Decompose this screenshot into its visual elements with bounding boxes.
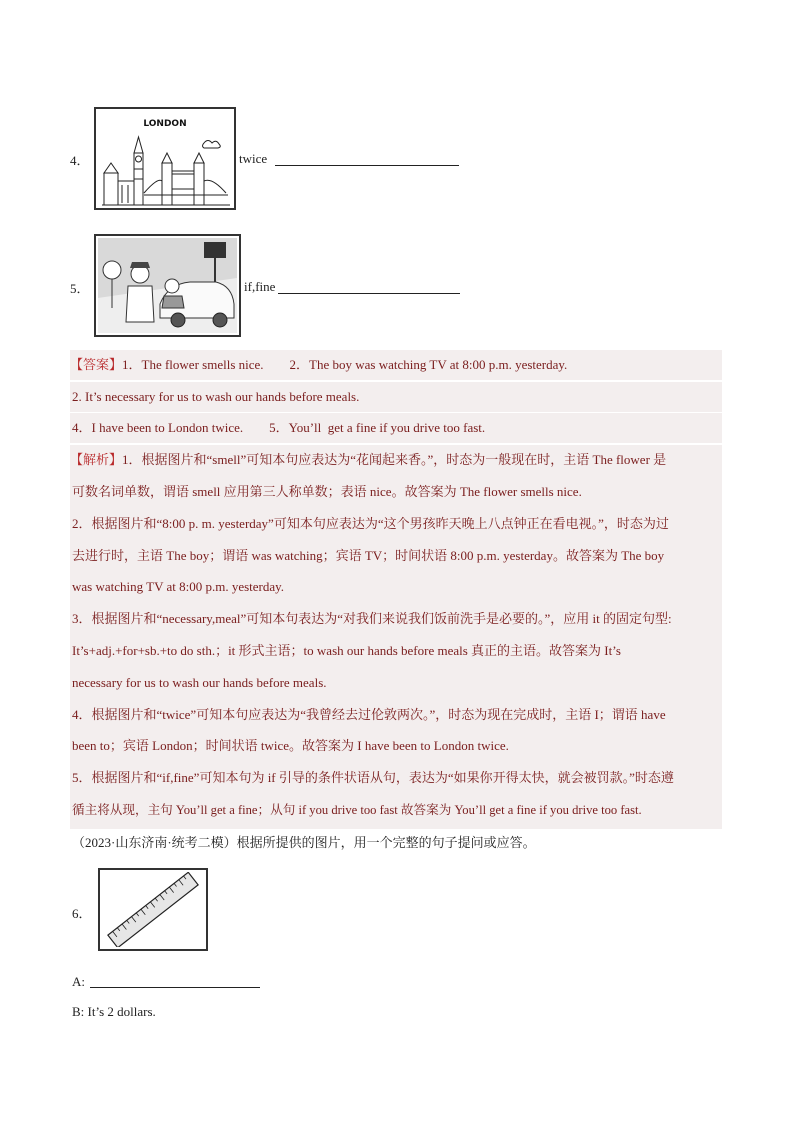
analysis-line-12: 循主将从现，主句 You’ll get a fine；从句 if you drive too fast 故答案为 You’ll get a fine if you drive too fast. bbox=[72, 803, 642, 817]
q5-answer-blank[interactable] bbox=[278, 292, 460, 294]
analysis-line-9: 4．根据图片和“twice”可知本句应表达为“我曾经去过伦敦两次。”，时态为现在完成时，主语 I；谓语 have bbox=[72, 707, 666, 722]
q6-a-answer-blank[interactable] bbox=[90, 986, 260, 988]
analysis-line-3: 2．根据图片和“8:00 p. m. yesterday”可知本句应表达为“这个男孩昨天晚上八点钟正在看电视。”，时态为过 bbox=[72, 516, 669, 531]
analysis-line-5: was watching TV at 8:00 p.m. yesterday. bbox=[72, 579, 285, 594]
ruler-image bbox=[98, 868, 208, 951]
q5-cue: if,fine bbox=[244, 279, 276, 294]
analysis-line-10: been to；宾语 London；时间状语 twice。故答案为 I have been to London twice. bbox=[72, 738, 509, 753]
police-fining-driver-icon bbox=[98, 238, 237, 333]
london-label: LONDON bbox=[143, 119, 187, 129]
analysis-line-1 bbox=[70, 451, 666, 470]
analysis-line-11: 5．根据图片和“if,fine”可知本句为 if 引导的条件状语从句，表达为“如果你开得太快，就会被罚款。”时态遵 bbox=[72, 770, 674, 785]
answer-line-3: 4．I have been to London twice. 5．You’ll get a fine if you drive too fast. bbox=[72, 420, 486, 435]
answer-line-1 bbox=[70, 356, 567, 375]
london-skyline-icon bbox=[100, 133, 232, 207]
section-instruction: （2023·山东济南·统考二模）根据所提供的图片，用一个完整的句子提问或应答。 bbox=[72, 835, 536, 850]
q4-number: 4． bbox=[70, 153, 90, 168]
q4-answer-blank[interactable] bbox=[275, 164, 459, 166]
answer-text-1: 1．The flower smells nice. 2．The boy was watching TV at 8:00 p.m. yesterday. bbox=[122, 357, 568, 372]
analysis-line-2: 可数名词单数，谓语 smell 应用第三人称单数；表语 nice。故答案为 The flower smells nice. bbox=[72, 484, 582, 499]
analysis-line-4: 去进行时，主语 The boy；谓语 was watching；宾语 TV；时间状语 8:00 p.m. yesterday。故答案为 The boy bbox=[72, 548, 665, 563]
london-skyline-image bbox=[94, 107, 236, 210]
q4-cue: twice bbox=[239, 151, 268, 166]
answer-tag: 【答案】 bbox=[70, 358, 123, 373]
q5-number: 5． bbox=[70, 281, 90, 296]
analysis-text-1: 1．根据图片和“smell”可知本句应表达为“花闻起来香。”，时态为一般现在时，主语 The flower 是 bbox=[122, 452, 667, 467]
analysis-line-8: necessary for us to wash our hands before meals. bbox=[72, 675, 327, 690]
q6-b-text: B: It’s 2 dollars. bbox=[72, 1004, 156, 1019]
q6-a-label: A: bbox=[72, 974, 85, 989]
police-fine-image bbox=[94, 234, 241, 337]
analysis-line-6: 3．根据图片和“necessary,meal”可知本句表达为“对我们来说我们饭前洗手是必要的。”，应用 it 的固定句型: bbox=[72, 611, 672, 626]
q6-number: 6． bbox=[72, 906, 92, 921]
analysis-line-7: It’s+adj.+for+sb.+to do sth.；it 形式主语；to wash our hands before meals 真正的主语。故答案为 It’s bbox=[72, 643, 621, 658]
ruler-icon bbox=[102, 872, 204, 947]
answer-line-2: 2. It’s necessary for us to wash our hands before meals. bbox=[72, 389, 360, 404]
analysis-tag: 【解析】 bbox=[70, 453, 123, 468]
